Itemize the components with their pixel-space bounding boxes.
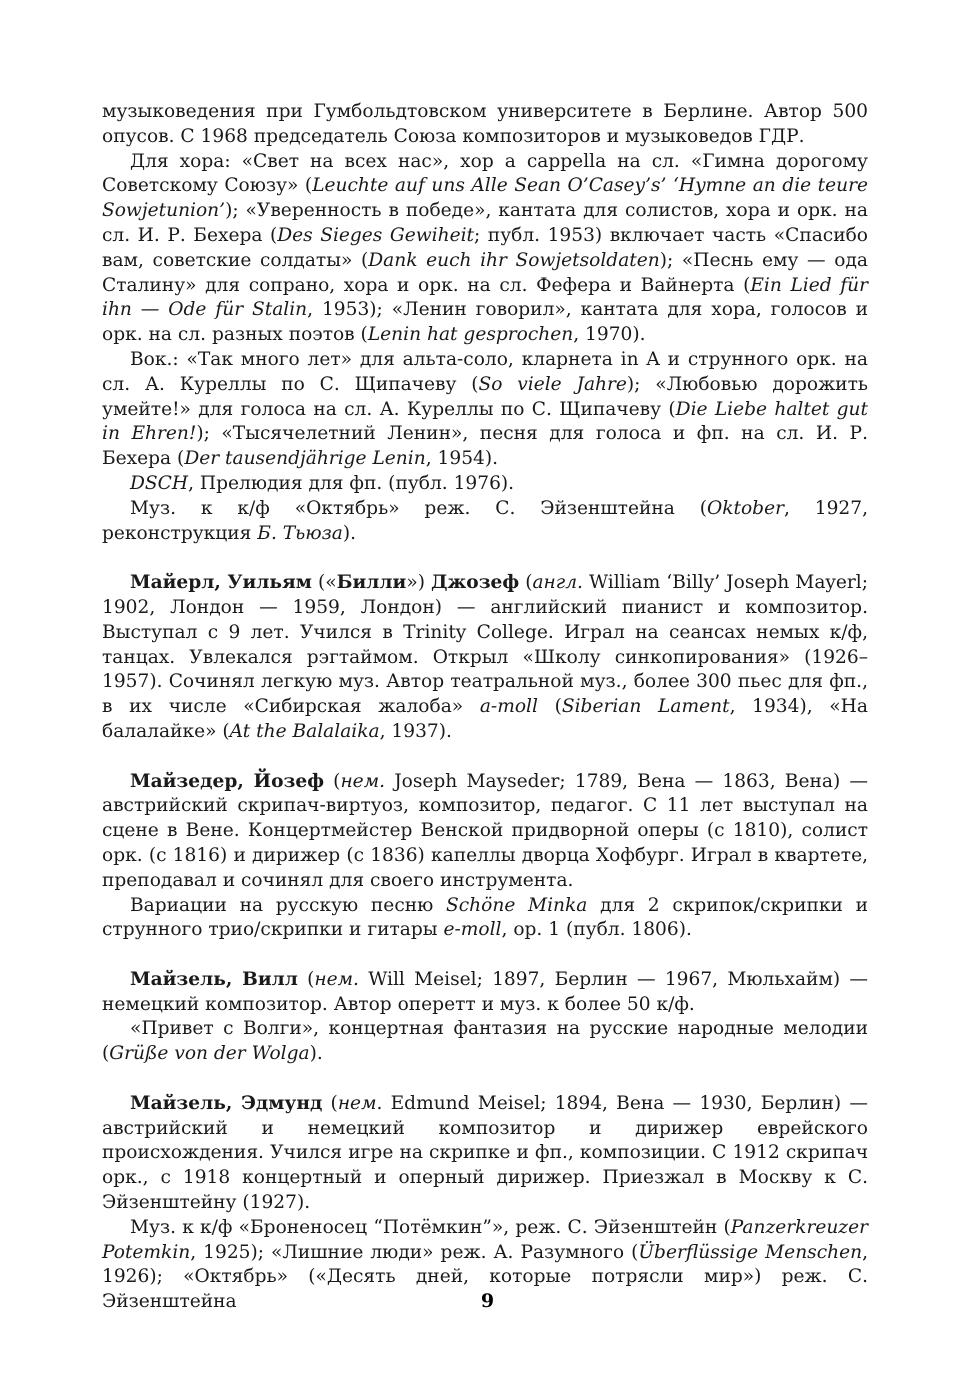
continued-paragraph: музыковедения при Гумбольдтовском университете в Берлине. Автор 500 опусов. С 1968 председатель Союза композиторов и музыковедов ГДР. [102,101,868,147]
entry-mayerl-bio: Майерл, Уильям («Билли») Джозеф (англ. William ‘Billy’ Joseph Mayerl; 1902, Лондон — 1959, Лондон) — английский пианист и композитор. Выступал с 9 лет. Учился в Trinity College. Играл на сеансах немых к/ф, танцах. Увлекался рэгтаймом. Открыл «Школу синкопирования» (1926–1957). Сочинял легкую муз. Автор театральной муз., более 300 пьес для фп., в их числе «Сибирская жалоба» a-moll (Siberian Lament, 1934), «На балалайке» (At the Balalaika, 1937). [102,572,869,742]
vocal-works-paragraph: Вок.: «Так много лет» для альта-соло, кларнета in A и струнного орк. на сл. А. Куреллы по С. Щипачеву (So viele Jahre); «Любовью дорожить умейте!» для голоса на сл. А. Куреллы по С. Щипачеву (Die Liebe haltet gut in Ehren!); «Тысячелетний Ленин», песня для голоса и фп. на сл. И. Р. Бехера (Der tausendjährige Lenin, 1954). [102,348,868,470]
entry-mayseder-works: Вариации на русскую песню Schöne Minka для 2 скрипок/скрипки и струнного трио/скрипки и гитары e-moll, ор. 1 (публ. 1806). [102,894,868,941]
film-music-paragraph: Муз. к к/ф «Октябрь» реж. С. Эйзенштейна (Oktober, 1927, реконструкция Б. Тьюза). [102,497,868,544]
entry-meisel-will-works: «Привет с Волги», концертная фантазия на русские народные мелодии (Grüße von der Wolga). [102,1018,868,1065]
entry-meisel-edmund-bio: Майзель, Эдмунд (нем. Edmund Meisel; 1894, Вена — 1930, Берлин) — австрийский и немецкий композитор и дирижер еврейского происхождения. Учился игре на скрипке и фп., композиции. С 1912 скрипач орк., с 1918 концертный и оперный дирижер. Приезжал в Москву к С. Эйзенштейну (1927). [102,1092,868,1214]
choral-works-paragraph: Для хора: «Свет на всех нас», хор a cappella на сл. «Гимна дорогому Советскому Союзу» (Leuchte auf uns Alle Sean O’Casey’s’ ‘Hymne an die teure Sowjetunion’); «Уверенность в победе», кантата для солистов, хора и орк. на сл. И. Р. Бехера (Des Sieges Gewiheit; публ. 1953) включает часть «Спасибо вам, советские солдаты» (Dank euch ihr Sowjetsoldaten); «Песнь ему — ода Сталину» для сопрано, хора и орк. на сл. Фефера и Вайнерта (Ein Lied für ihn — Ode für Stalin, 1953); «Ленин говорил», кантата для хора, голосов и орк. на сл. разных поэтов (Lenin hat gesprochen, 1970). [102,150,869,346]
entry-meisel-will [102,968,868,1067]
piano-works-paragraph: DSCH, Прелюдия для фп. (публ. 1976). [130,472,515,494]
entry-mayseder-bio: Майзедер, Йозеф (нем. Joseph Mayseder; 1789, Вена — 1863, Вена) — австрийский скрипач-виртуоз, композитор, педагог. С 11 лет выступал на сцене в Вене. Концертмейстер Венской придворной оперы (с 1810), солист орк. (с 1816) и дирижер (с 1836) капеллы дворца Хофбург. Играл в квартете, преподавал и сочинял для своего инструмента. [102,770,868,891]
entry-meisel-edmund [102,1092,868,1315]
page-number: 9 [480,1290,495,1312]
entry-heading: Майерл, Уильям [130,572,312,594]
entry-meisel-edmund-works: Муз. к к/ф «Броненосец “Потёмкин”», реж. С. Эйзенштейн (Panzerkreuzer Potemkin, 1925); «Лишние люди» реж. А. Разумного (Überflüssige Menschen, 1926); «Октябрь» («Десять дней, которые потрясли мир») реж. С. Эйзенштейна [102,1216,868,1313]
entry-mayseder [102,770,868,944]
page-text [102,100,868,1315]
entry-heading: Майзедер, Йозеф [130,770,324,792]
entry-mayerl [102,571,868,745]
entry-heading: Майзель, Эдмунд [130,1092,323,1114]
entry-heading: Майзель, Вилл [130,968,298,990]
entry-meisel-will-bio: Майзель, Вилл (нем. Will Meisel; 1897, Берлин — 1967, Мюльхайм) — немецкий композитор. Автор оперетт и муз. к более 50 к/ф. [102,968,869,1015]
